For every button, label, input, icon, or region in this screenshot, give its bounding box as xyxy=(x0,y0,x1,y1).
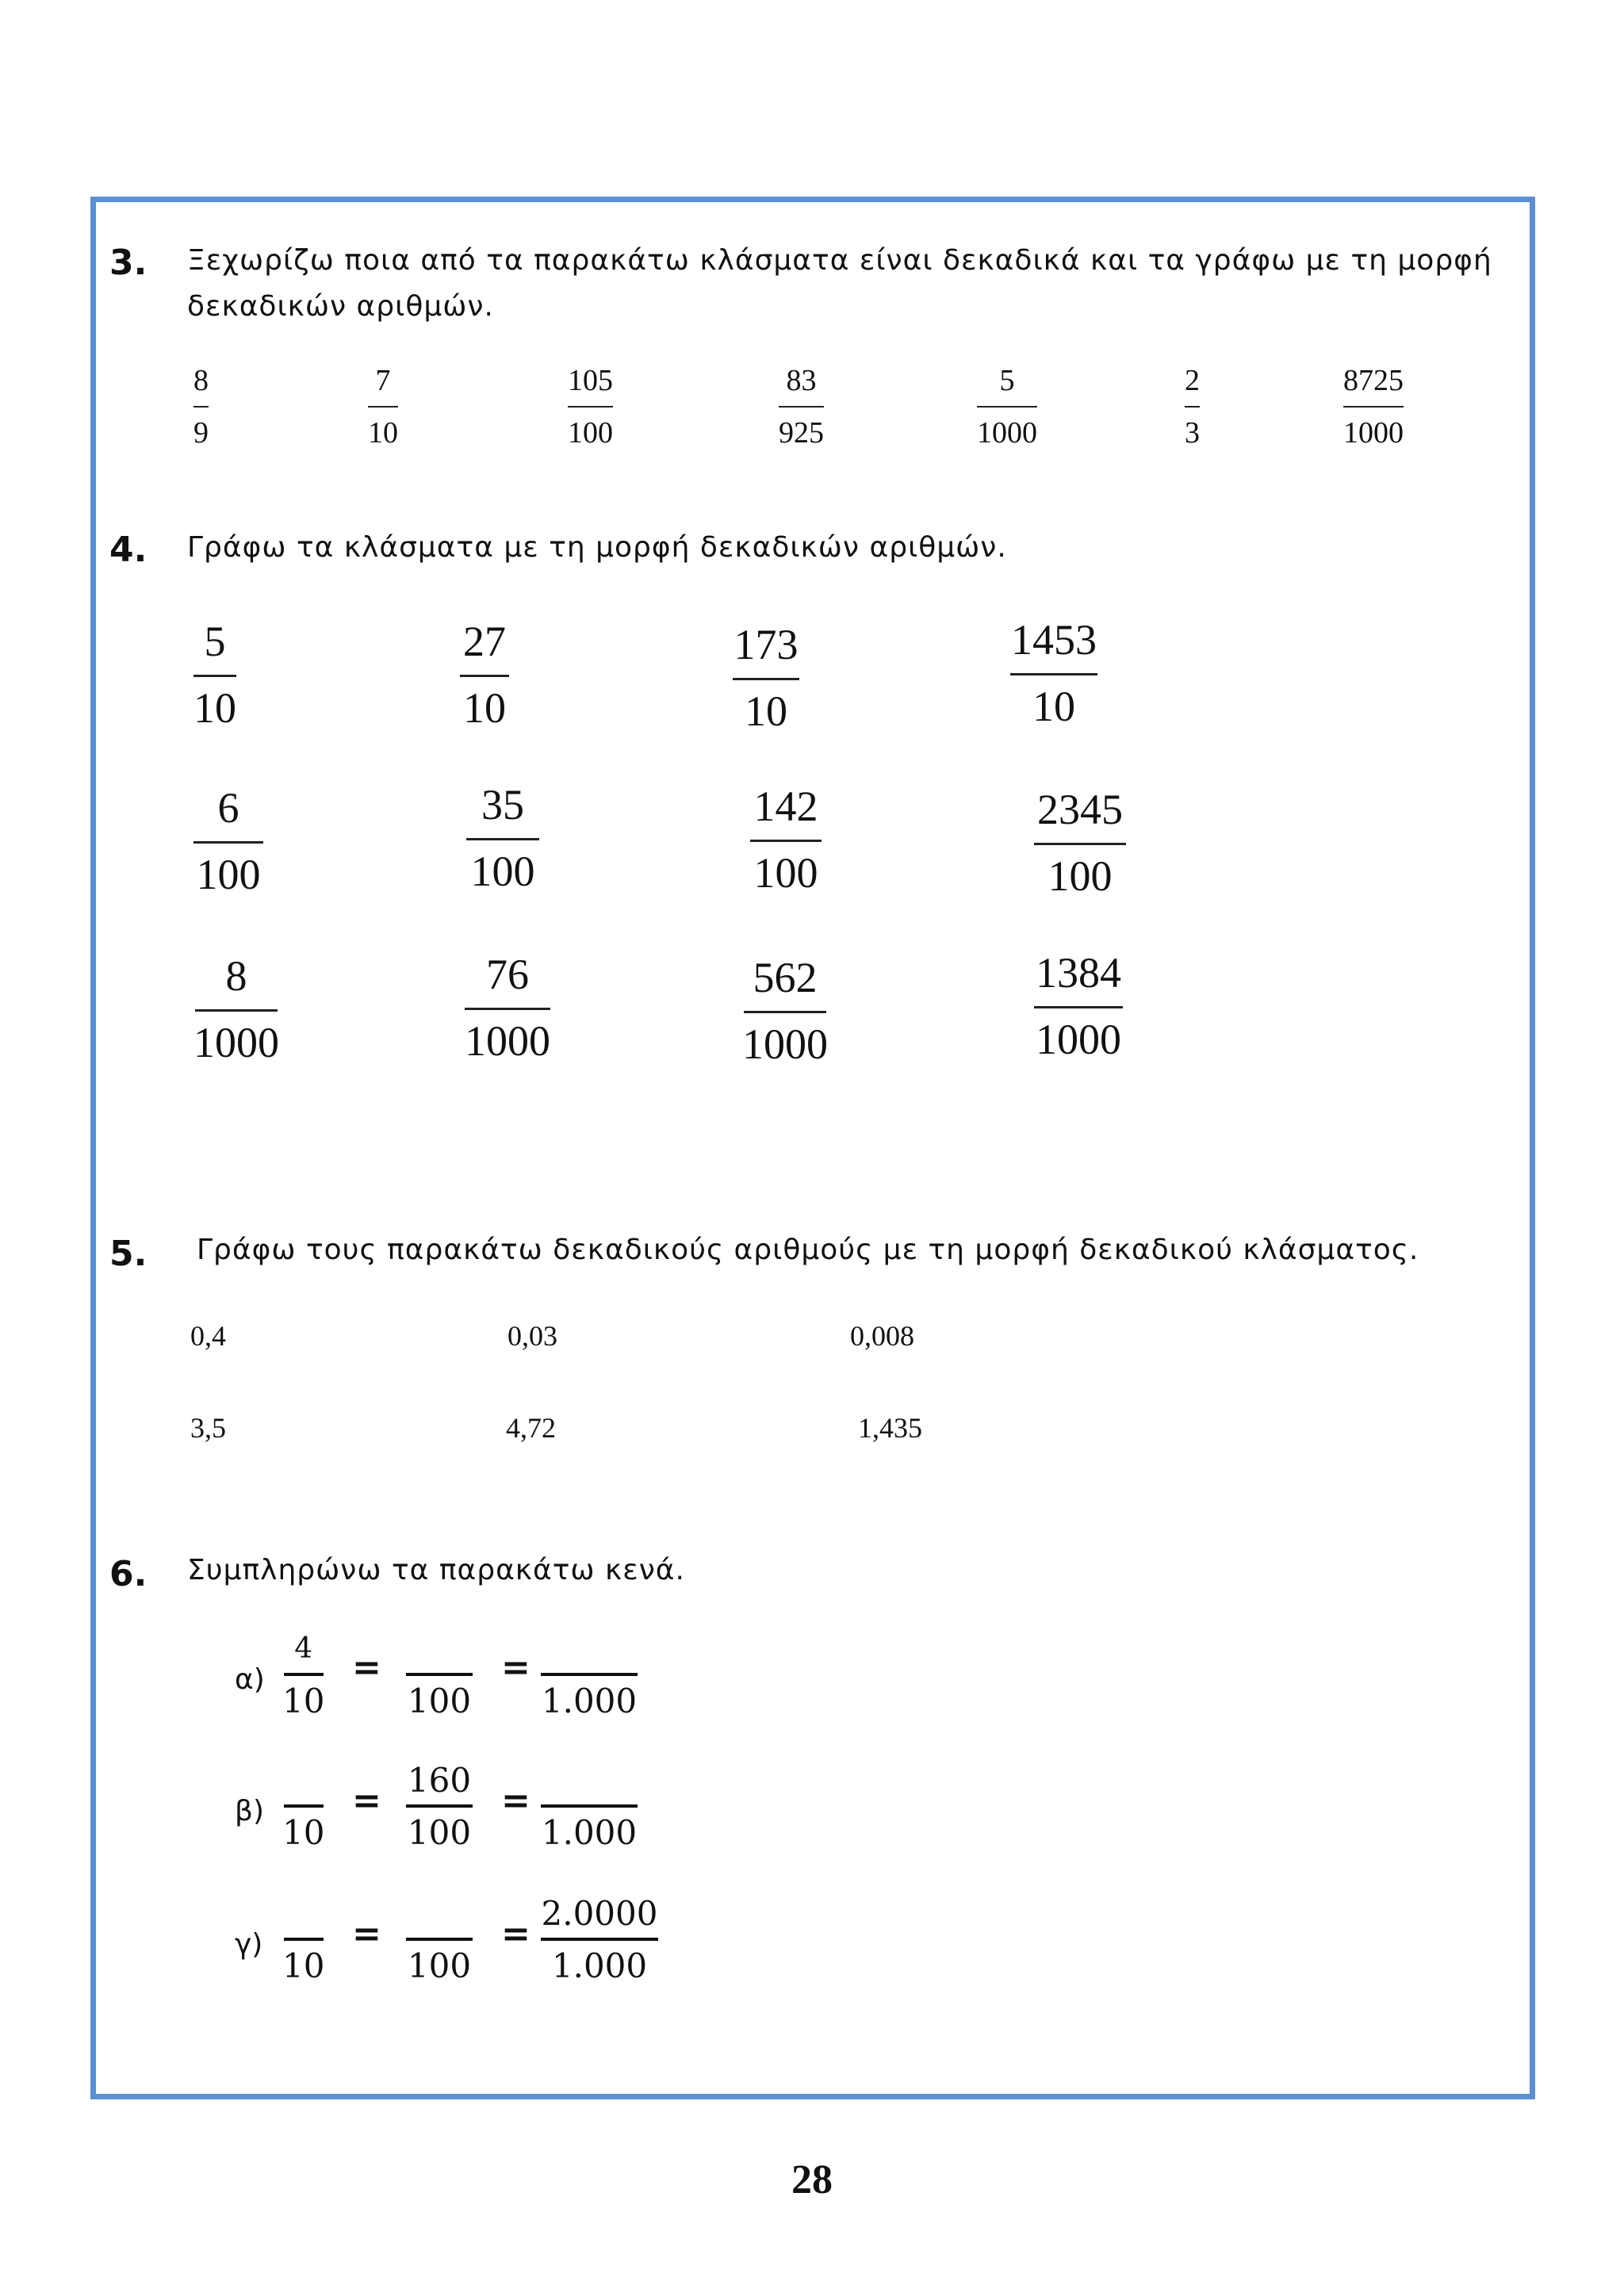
ex4-fraction: 35 100 xyxy=(466,782,539,896)
fill-fraction[interactable]: 100 xyxy=(406,1893,473,1987)
fill-fraction: 160 100 xyxy=(407,1761,472,1852)
exercise-3-text-line1: Ξεχωρίζω ποια από τα παρακάτω κλάσματα είναι δεκαδικά και τα γράφω με τη μορφή xyxy=(187,244,1492,277)
ex3-fraction: 2 3 xyxy=(1185,364,1200,450)
decimal-number: 1,435 xyxy=(858,1412,922,1444)
fill-fraction[interactable]: 10 xyxy=(282,1760,324,1854)
row-label-b: β) xyxy=(235,1795,265,1827)
decimal-number: 3,5 xyxy=(190,1412,226,1444)
exercise-3-text-line2: δεκαδικών αριθμών. xyxy=(187,290,494,323)
exercise-4-text: Γράφω τα κλάσματα με τη μορφή δεκαδικών αριθμών. xyxy=(187,531,1007,564)
ex4-fraction: 142 100 xyxy=(750,783,822,897)
equals-sign: = xyxy=(352,1914,381,1954)
ex4-fraction: 5 10 xyxy=(193,618,236,733)
ex4-fraction: 173 10 xyxy=(733,621,799,736)
equals-sign: = xyxy=(501,1781,530,1821)
ex4-fraction: 2345 100 xyxy=(1034,786,1126,901)
equals-sign: = xyxy=(352,1781,381,1821)
decimal-number: 0,03 xyxy=(508,1320,557,1352)
fill-fraction[interactable]: 1.000 xyxy=(541,1628,638,1722)
ex4-fraction: 76 1000 xyxy=(465,951,550,1066)
ex4-fraction: 1384 1000 xyxy=(1036,949,1121,1064)
exercise-6-number: 6. xyxy=(109,1554,147,1594)
fill-fraction: 4 10 xyxy=(282,1632,325,1720)
row-label-a: α) xyxy=(235,1663,265,1696)
page-number: 28 xyxy=(791,2157,833,2202)
equals-sign: = xyxy=(501,1647,530,1688)
ex4-fraction: 1453 10 xyxy=(1011,616,1097,731)
ex3-fraction: 5 1000 xyxy=(977,364,1037,450)
ex3-fraction: 8 9 xyxy=(193,364,209,450)
fill-fraction: 2.0000 1.000 xyxy=(541,1894,658,1985)
decimal-number: 0,008 xyxy=(850,1320,914,1352)
exercise-4-number: 4. xyxy=(109,530,147,570)
equals-sign: = xyxy=(352,1647,381,1688)
exercise-6-text: Συμπληρώνω τα παρακάτω κενά. xyxy=(187,1554,685,1586)
decimal-number: 0,4 xyxy=(190,1320,226,1352)
ex3-fraction: 8725 1000 xyxy=(1343,364,1404,450)
ex3-fraction: 83 925 xyxy=(779,364,824,450)
fill-fraction[interactable]: 10 xyxy=(282,1893,324,1987)
ex4-fraction: 8 1000 xyxy=(193,952,279,1067)
exercise-5-number: 5. xyxy=(109,1234,147,1274)
decimal-number: 4,72 xyxy=(506,1412,556,1444)
fill-fraction[interactable]: 100 xyxy=(406,1628,473,1722)
ex3-fraction: 7 10 xyxy=(368,364,398,450)
exercise-5-text: Γράφω τους παρακάτω δεκαδικούς αριθμούς με τη μορφή δεκαδικού κλάσματος. xyxy=(197,1234,1419,1266)
ex3-fraction: 105 100 xyxy=(568,364,613,450)
equals-sign: = xyxy=(501,1914,530,1954)
row-label-c: γ) xyxy=(235,1928,263,1961)
ex4-fraction: 562 1000 xyxy=(742,954,828,1069)
exercise-3-number: 3. xyxy=(109,243,147,283)
ex4-fraction: 27 10 xyxy=(460,618,509,733)
ex4-fraction: 6 100 xyxy=(193,785,263,899)
fill-fraction[interactable]: 1.000 xyxy=(541,1760,638,1854)
